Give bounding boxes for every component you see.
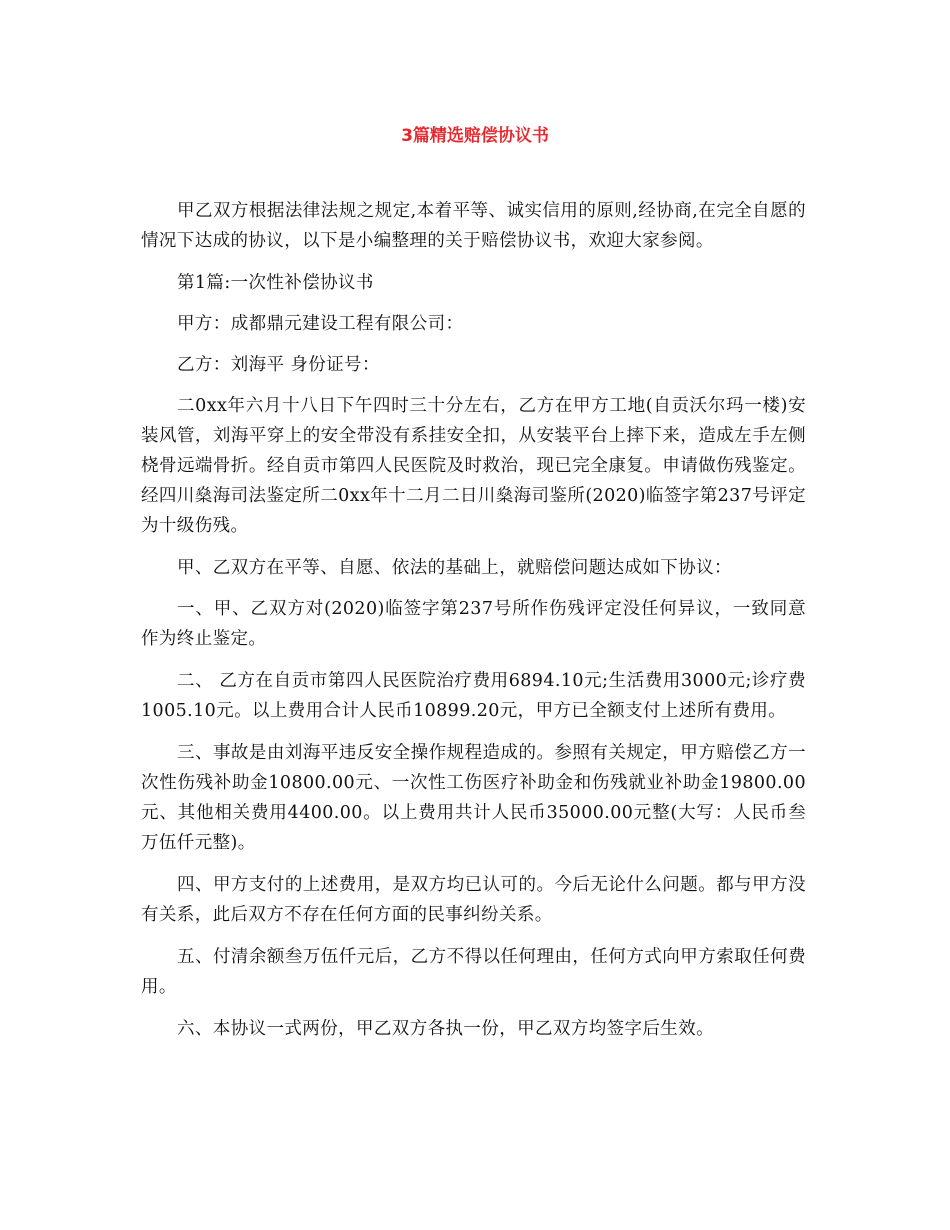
party-b-line: 乙方：刘海平 身份证号： (177, 355, 380, 375)
clause-2: 二、 乙方在自贡市第四人民医院治疗费用6894.10元;生活费用3000元;诊疗费1005.10元。以上费用合计人民币10899.20元，甲方已全额支付上述所有费用。 (141, 671, 806, 721)
clause-1: 一、甲、乙双方对(2020)临签字第237号所作伤残评定没任何异议，一致同意作为终止鉴定。 (141, 599, 806, 649)
clause-5: 五、付清余额叁万伍仟元后，乙方不得以任何理由，任何方式向甲方索取任何费用。 (141, 947, 806, 997)
clause-3: 三、事故是由刘海平违反安全操作规程造成的。参照有关规定，甲方赔偿乙方一次性伤残补助金10800.00元、一次性工伤医疗补助金和伤残就业补助金19800.00元、其他相关费用4400.00。以上费用共计人民币35000.00元整(大写：人民币叁万伍仟元整)。 (141, 743, 806, 853)
clause-6: 六、本协议一式两份，甲乙双方各执一份，甲乙双方均签字后生效。 (177, 1019, 714, 1039)
intro-paragraph: 甲乙双方根据法律法规之规定,本着平等、诚实信用的原则,经协商,在完全自愿的情况下达成的协议，以下是小编整理的关于赔偿协议书，欢迎大家参阅。 (141, 201, 806, 251)
agreement-intro: 甲、乙双方在平等、自愿、依法的基础上，就赔偿问题达成如下协议： (177, 558, 732, 578)
clause-4: 四、甲方支付的上述费用，是双方均已认可的。今后无论什么问题。都与甲方没有关系，此后双方不存在任何方面的民事纠纷关系。 (141, 875, 806, 925)
document-title: 3篇精选赔偿协议书 (401, 126, 549, 146)
document-body (141, 196, 806, 1056)
incident-paragraph: 二0xx年六月十八日下午四时三十分左右，乙方在甲方工地(自贡沃尔玛一楼)安装风管，刘海平穿上的安全带没有系挂安全扣，从安装平台上摔下来，造成左手左侧桡骨远端骨折。经自贡市第四人民医院及时救治，现已完全康复。申请做伤残鉴定。经四川燊海司法鉴定所二0xx年十二月二日川燊海司鉴所(2020)临签字第237号评定为十级伤残。 (141, 396, 806, 536)
party-a-line: 甲方：成都鼎元建设工程有限公司： (177, 314, 464, 334)
section-heading: 第1篇:一次性补偿协议书 (177, 273, 374, 293)
